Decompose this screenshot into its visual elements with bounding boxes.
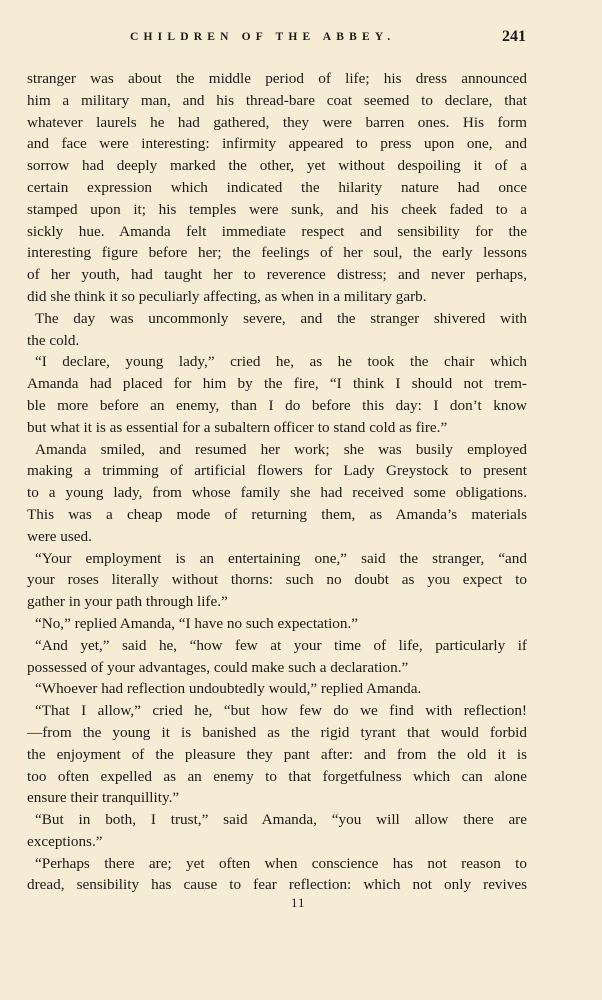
text-line: Amanda smiled, and resumed her work; she was busily employed (35, 440, 527, 458)
text-line: but what it is as essential for a subaltern officer to stand cold as fire.” (27, 418, 448, 436)
text-line: stranger was about the middle period of life; his dress announced (27, 70, 527, 87)
text-line: did she think it so peculiarly affecting, as when in a military garb. (27, 287, 427, 305)
text-line: The day was uncommonly severe, and the stranger shivered with (35, 309, 527, 327)
text-line: the enjoyment of the pleasure they pant after: and from the old it is (27, 745, 527, 763)
text-line: whatever laurels he had gathered, they were barren ones. His form (27, 113, 527, 131)
text-line: him a military man, and his thread-bare coat seemed to declare, that (27, 91, 527, 109)
text-line: and face were interesting: infirmity appeared to press upon one, and (27, 135, 527, 153)
text-line: stamped upon it; his temples were sunk, and his cheek faded to a (27, 200, 527, 218)
text-line: your roses literally without thorns: such no doubt as you expect to (27, 571, 527, 589)
signature-mark: 11 (291, 895, 306, 910)
text-line: “Perhaps there are; yet often when conscience has not reason to (35, 854, 527, 872)
text-line: certain expression which indicated the hilarity nature had once (27, 178, 527, 196)
text-line: “I declare, young lady,” cried he, as he took the chair which (35, 353, 527, 371)
text-line: “No,” replied Amanda, “I have no such expectation.” (35, 614, 359, 632)
text-line: “And yet,” said he, “how few at your time of life, particularly if (35, 636, 527, 654)
text-line: exceptions.” (27, 832, 103, 850)
text-line: “Your employment is an entertaining one,” said the stranger, “and (35, 549, 527, 567)
text-line: sickly hue. Amanda felt immediate respect and sensibility for the (27, 222, 527, 240)
text-line: of her youth, had taught her to reverence distress; and never perhaps, (27, 266, 527, 284)
text-line: ble more before an enemy, than I do before this day: I don’t know (27, 396, 527, 414)
text-line: gather in your path through life.” (27, 593, 228, 611)
page-number: 241 (502, 28, 526, 45)
text-line: possessed of your advantages, could make such a declaration.” (27, 658, 409, 676)
text-line: —from the young it is banished as the rigid tyrant that would forbid (27, 723, 527, 741)
body-text (27, 68, 527, 896)
text-line: “But in both, I trust,” said Amanda, “you will allow there are (35, 811, 527, 829)
text-line: interesting figure before her; the feelings of her soul, the early lessons (27, 244, 527, 262)
text-line: “Whoever had reflection undoubtedly would,” replied Amanda. (35, 680, 422, 698)
running-head-title: CHILDREN OF THE ABBEY. (130, 31, 396, 43)
text-line: Amanda had placed for him by the fire, “I think I should not trem- (27, 375, 527, 393)
text-line: making a trimming of artificial flowers for Lady Greystock to present (27, 462, 527, 480)
text-line: “That I allow,” cried he, “but how few do we find with reflection! (35, 702, 527, 720)
text-line: too often expelled as an enemy to that forgetfulness which can alone (27, 767, 527, 785)
text-line: were used. (27, 527, 92, 545)
text-line: dread, sensibility has cause to fear reflection: which not only revives (27, 876, 527, 894)
text-line: sorrow had deeply marked the other, yet without despoiling it of a (27, 157, 527, 175)
text-line: ensure their tranquillity.” (27, 789, 180, 807)
text-line: This was a cheap mode of returning them, as Amanda’s materials (27, 505, 527, 523)
text-line: to a young lady, from whose family she had received some obligations. (27, 484, 527, 502)
text-line: the cold. (27, 331, 80, 349)
